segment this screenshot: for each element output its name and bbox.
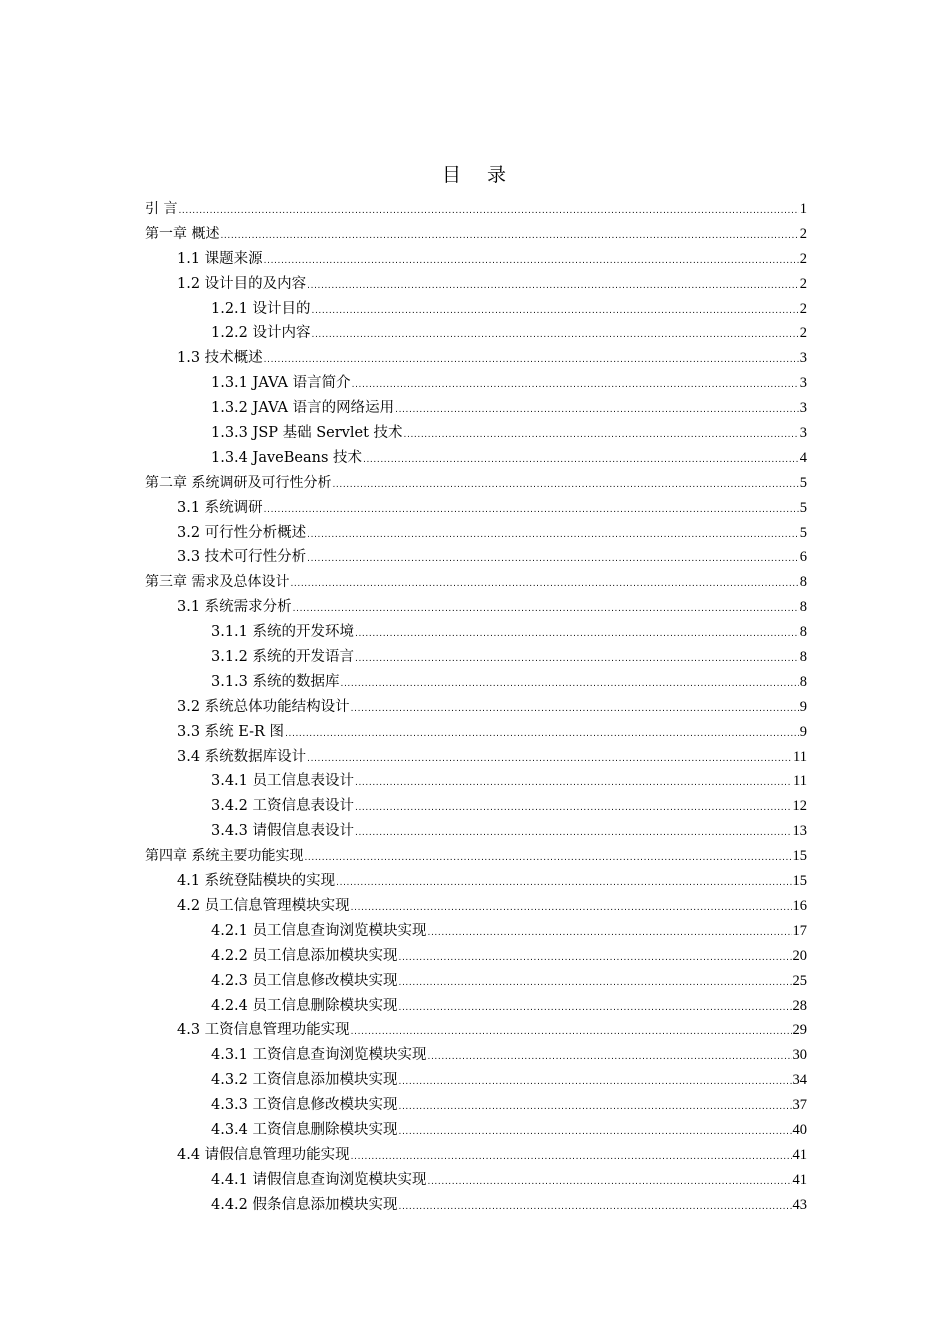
toc-entry-page-number: 29: [792, 1022, 807, 1039]
dot-leader: [352, 373, 799, 398]
toc-entry-page-number: 11: [793, 748, 807, 765]
dot-leader: [399, 1095, 792, 1120]
toc-entry-label: 1.2.1 设计目的: [211, 300, 311, 317]
dot-leader: [312, 299, 799, 324]
toc-entry-label: 4.1 系统登陆模块的实现: [177, 873, 336, 890]
toc-entry[interactable]: [145, 720, 807, 745]
toc-entry-page-number: 3: [799, 350, 807, 367]
toc-entry-page-number: 34: [792, 1072, 807, 1089]
toc-entry-page-number: 1: [799, 201, 807, 217]
dot-leader: [351, 697, 799, 722]
toc-entry-page-number: 41: [792, 1171, 807, 1188]
toc-entry-page-number: 5: [799, 499, 807, 516]
toc-entry-label: 1.3.4 JaveBeans 技术: [211, 449, 363, 466]
toc-entry-page-number: 2: [799, 300, 807, 317]
toc-entry-label: 1.2.2 设计内容: [211, 325, 311, 342]
toc-entry-label: 4.2.1 员工信息查询浏览模块实现: [211, 922, 427, 939]
toc-entry-label: 4.3 工资信息管理功能实现: [177, 1022, 350, 1039]
toc-entry-page-number: 3: [799, 400, 807, 417]
dot-leader: [399, 1120, 792, 1145]
toc-entry-page-number: 3: [799, 425, 807, 442]
toc-entry-label: 3.2 可行性分析概述: [177, 524, 307, 541]
dot-leader: [264, 348, 799, 373]
toc-entry[interactable]: [145, 1193, 807, 1218]
toc-entry[interactable]: [145, 844, 807, 869]
toc-entry-page-number: 8: [799, 574, 807, 591]
toc-title: 目 录: [441, 164, 517, 186]
toc-entry-page-number: 8: [799, 673, 807, 690]
table-of-contents: [145, 197, 807, 1218]
toc-entry[interactable]: [145, 371, 807, 396]
toc-entry[interactable]: [145, 471, 807, 496]
dot-leader: [220, 224, 798, 249]
dot-leader: [363, 448, 799, 473]
dot-leader: [399, 1070, 792, 1095]
toc-entry-page-number: 2: [799, 225, 807, 242]
toc-entry[interactable]: [145, 869, 807, 894]
dot-leader: [341, 672, 799, 697]
dot-leader: [178, 199, 798, 224]
toc-entry[interactable]: [145, 446, 807, 471]
toc-entry-label: 3.4.1 员工信息表设计: [211, 773, 355, 790]
dot-leader: [336, 871, 791, 896]
dot-leader: [351, 896, 792, 921]
toc-entry[interactable]: [145, 1118, 807, 1143]
toc-entry[interactable]: [145, 521, 807, 546]
dot-leader: [351, 1020, 792, 1045]
toc-entry[interactable]: [145, 297, 807, 322]
toc-entry[interactable]: [145, 769, 807, 794]
toc-entry-label: 1.3 技术概述: [177, 350, 263, 367]
toc-entry-page-number: 37: [792, 1097, 807, 1114]
toc-entry[interactable]: [145, 1093, 807, 1118]
toc-entry[interactable]: [145, 545, 807, 570]
toc-entry-label: 4.4.2 假条信息添加模块实现: [211, 1196, 398, 1213]
toc-entry-page-number: 25: [792, 972, 807, 989]
toc-entry-page-number: 17: [792, 922, 807, 939]
toc-entry[interactable]: [145, 670, 807, 695]
toc-entry[interactable]: [145, 620, 807, 645]
toc-entry-label: 3.1 系统需求分析: [177, 599, 292, 616]
dot-leader: [395, 398, 799, 423]
dot-leader: [399, 1195, 792, 1220]
dot-leader: [332, 473, 798, 498]
toc-entry-page-number: 30: [792, 1047, 807, 1064]
toc-entry-label: 3.4 系统数据库设计: [177, 748, 307, 765]
toc-entry-page-number: 40: [792, 1121, 807, 1138]
dot-leader: [355, 796, 791, 821]
toc-entry[interactable]: [145, 570, 807, 595]
toc-entry-label: 第一章 概述: [145, 225, 220, 242]
toc-entry-page-number: 5: [799, 474, 807, 491]
dot-leader: [351, 1145, 792, 1170]
toc-entry[interactable]: [145, 969, 807, 994]
toc-entry-page-number: 8: [799, 599, 807, 616]
dot-leader: [293, 597, 799, 622]
toc-entry-label: 3.1.3 系统的数据库: [211, 673, 340, 690]
toc-entry-page-number: 41: [792, 1146, 807, 1163]
toc-entry-page-number: 2: [799, 275, 807, 292]
toc-entry-label: 1.3.2 JAVA 语言的网络运用: [211, 400, 395, 417]
toc-entry-label: 3.4.3 请假信息表设计: [211, 823, 355, 840]
toc-entry[interactable]: [145, 396, 807, 421]
toc-entry-label: 3.4.2 工资信息表设计: [211, 798, 355, 815]
dot-leader: [428, 1170, 792, 1195]
dot-leader: [307, 523, 799, 548]
toc-entry[interactable]: [145, 745, 807, 770]
dot-leader: [307, 547, 799, 572]
toc-entry-page-number: 5: [799, 524, 807, 541]
toc-entry-page-number: 8: [799, 649, 807, 666]
toc-entry-label: 引 言: [145, 201, 178, 217]
dot-leader: [290, 572, 798, 597]
toc-entry-page-number: 8: [799, 624, 807, 641]
toc-entry[interactable]: [145, 272, 807, 297]
toc-entry-page-number: 15: [792, 848, 807, 865]
dot-leader: [355, 647, 799, 672]
dot-leader: [404, 423, 799, 448]
toc-entry-page-number: 13: [792, 823, 807, 840]
toc-entry[interactable]: [145, 645, 807, 670]
toc-entry-label: 3.2 系统总体功能结构设计: [177, 698, 350, 715]
toc-entry[interactable]: [145, 1018, 807, 1043]
toc-entry[interactable]: [145, 421, 807, 446]
toc-entry-page-number: 6: [799, 549, 807, 566]
dot-leader: [264, 249, 799, 274]
toc-entry-label: 4.2.2 员工信息添加模块实现: [211, 947, 398, 964]
toc-entry-label: 4.3.4 工资信息删除模块实现: [211, 1121, 398, 1138]
toc-entry-page-number: 15: [792, 873, 807, 890]
toc-entry-label: 第四章 系统主要功能实现: [145, 848, 304, 865]
toc-entry-label: 4.2 员工信息管理模块实现: [177, 897, 350, 914]
dot-leader: [399, 971, 792, 996]
toc-entry-page-number: 2: [799, 325, 807, 342]
toc-entry[interactable]: [145, 496, 807, 521]
toc-entry[interactable]: [145, 346, 807, 371]
toc-entry[interactable]: [145, 695, 807, 720]
dot-leader: [399, 996, 792, 1021]
toc-entry[interactable]: [145, 1168, 807, 1193]
toc-entry[interactable]: [145, 1043, 807, 1068]
toc-entry-label: 第二章 系统调研及可行性分析: [145, 474, 332, 491]
toc-entry[interactable]: [145, 1143, 807, 1168]
toc-entry-label: 4.3.1 工资信息查询浏览模块实现: [211, 1047, 427, 1064]
dot-leader: [428, 921, 792, 946]
dot-leader: [312, 323, 799, 348]
toc-entry[interactable]: [145, 197, 807, 222]
toc-entry[interactable]: [145, 222, 807, 247]
toc-entry-page-number: 16: [792, 897, 807, 914]
toc-entry-page-number: 9: [799, 698, 807, 715]
toc-entry-label: 4.2.4 员工信息删除模块实现: [211, 997, 398, 1014]
toc-entry-label: 4.3.3 工资信息修改模块实现: [211, 1097, 398, 1114]
toc-entry-label: 4.2.3 员工信息修改模块实现: [211, 972, 398, 989]
toc-entry-label: 1.3.1 JAVA 语言简介: [211, 375, 351, 392]
toc-entry-label: 1.2 设计目的及内容: [177, 275, 307, 292]
toc-entry-page-number: 9: [799, 723, 807, 740]
toc-entry-label: 4.4 请假信息管理功能实现: [177, 1146, 350, 1163]
toc-entry[interactable]: [145, 994, 807, 1019]
toc-entry[interactable]: [145, 321, 807, 346]
toc-entry-label: 3.3 技术可行性分析: [177, 549, 307, 566]
dot-leader: [307, 747, 792, 772]
dot-leader: [285, 722, 799, 747]
toc-entry-label: 3.1.1 系统的开发环境: [211, 624, 355, 641]
toc-entry[interactable]: [145, 819, 807, 844]
toc-entry-page-number: 12: [792, 798, 807, 815]
dot-leader: [264, 498, 799, 523]
toc-entry[interactable]: [145, 1068, 807, 1093]
toc-entry[interactable]: [145, 794, 807, 819]
dot-leader: [355, 821, 791, 846]
toc-entry[interactable]: [145, 247, 807, 272]
dot-leader: [355, 771, 792, 796]
dot-leader: [307, 274, 799, 299]
toc-entry-label: 3.1.2 系统的开发语言: [211, 649, 355, 666]
toc-entry-label: 4.4.1 请假信息查询浏览模块实现: [211, 1171, 427, 1188]
dot-leader: [428, 1045, 792, 1070]
toc-entry-page-number: 2: [799, 250, 807, 267]
toc-entry-page-number: 28: [792, 997, 807, 1014]
toc-entry-label: 第三章 需求及总体设计: [145, 574, 290, 591]
toc-entry[interactable]: [145, 595, 807, 620]
toc-entry-label: 4.3.2 工资信息添加模块实现: [211, 1072, 398, 1089]
toc-entry-page-number: 20: [792, 947, 807, 964]
toc-entry-page-number: 11: [793, 773, 807, 790]
toc-entry-label: 3.1 系统调研: [177, 499, 263, 516]
dot-leader: [399, 946, 792, 971]
toc-entry-page-number: 4: [799, 449, 807, 466]
toc-entry[interactable]: [145, 944, 807, 969]
toc-entry-label: 1.1 课题来源: [177, 250, 263, 267]
toc-entry-label: 3.3 系统 E-R 图: [177, 723, 285, 740]
toc-entry[interactable]: [145, 894, 807, 919]
toc-entry-page-number: 43: [792, 1196, 807, 1213]
dot-leader: [304, 846, 791, 871]
toc-entry-label: 1.3.3 JSP 基础 Servlet 技术: [211, 425, 403, 442]
toc-entry[interactable]: [145, 919, 807, 944]
toc-entry-page-number: 3: [799, 375, 807, 392]
dot-leader: [355, 622, 799, 647]
